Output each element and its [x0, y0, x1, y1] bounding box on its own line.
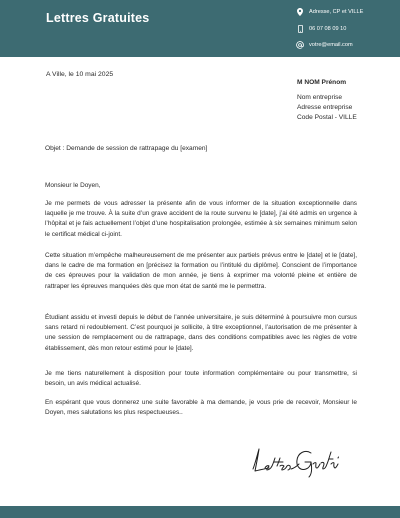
recipient-company: Nom entreprise [297, 94, 343, 101]
phone-icon [296, 24, 304, 33]
brand-title: Lettres Gratuites [46, 11, 150, 25]
paragraph-1: Je me permets de vous adresser la présente afin de vous informer de la situation exceptionnelle dans laquelle je me trouve. À la suite d’un grave accident de la route survenu le [date], j’ai été admis en urgence à l’hôpital et je fais actuellement l’objet d’une hospitalisation prolongée, estimée à six semaines minimum selon le certificat médical ci-joint. [45, 200, 357, 238]
at-icon [296, 40, 304, 49]
recipient-city: Code Postal - VILLE [297, 114, 357, 121]
email-text: votre@email.com [309, 41, 353, 48]
letter-date: A Ville, le 10 mai 2025 [46, 71, 114, 78]
paragraph-4: Je me tiens naturellement à disposition pour toute information complémentaire ou pour transmettre, si besoin, un avis médical actualisé. [45, 370, 357, 388]
recipient-block [297, 78, 357, 123]
header-bar [0, 0, 400, 57]
contact-phone [296, 23, 346, 34]
contact-address [296, 6, 363, 17]
recipient-address: Adresse entreprise [297, 104, 353, 111]
signature-image [245, 444, 345, 478]
phone-text: 06 07 08 09 10 [309, 25, 347, 32]
recipient-name: M NOM Prénom [297, 79, 347, 86]
paragraph-2: Cette situation m’empêche malheureusement de me présenter aux partiels prévus entre le [date] et le [date], dans le cadre de ma formation en [précisez la formation ou l’intitulé du diplôme]. Conscient de l’importance de ces épreuves pour la validation de mon année, je tiens à exprimer ma volonté pleine et entière de rattraper les épreuves manquées dès que mon état de santé me le permettra. [45, 252, 357, 290]
address-text: Adresse, CP et VILLE [309, 8, 364, 15]
paragraph-5: En espérant que vous donnerez une suite favorable à ma demande, je vous prie de recevoir, Monsieur le Doyen, mes salutations les plus respectueuses.. [45, 399, 357, 417]
letter-subject: Objet : Demande de session de rattrapage du [examen] [45, 145, 208, 152]
footer-bar [0, 506, 400, 518]
salutation: Monsieur le Doyen, [45, 182, 101, 189]
contact-email [296, 39, 353, 50]
map-pin-icon [296, 7, 304, 16]
paragraph-3: Étudiant assidu et investi depuis le début de l’année universitaire, je suis déterminé à poursuivre mon cursus sans retard ni redoublement. C’est pourquoi je sollicite, à titre exceptionnel, l’autorisation de me présenter à une session de remplacement ou de rattrapage, dans des conditions compatibles avec les règles de votre établissement, dès mon retour estimé pour le [date]. [45, 314, 357, 352]
